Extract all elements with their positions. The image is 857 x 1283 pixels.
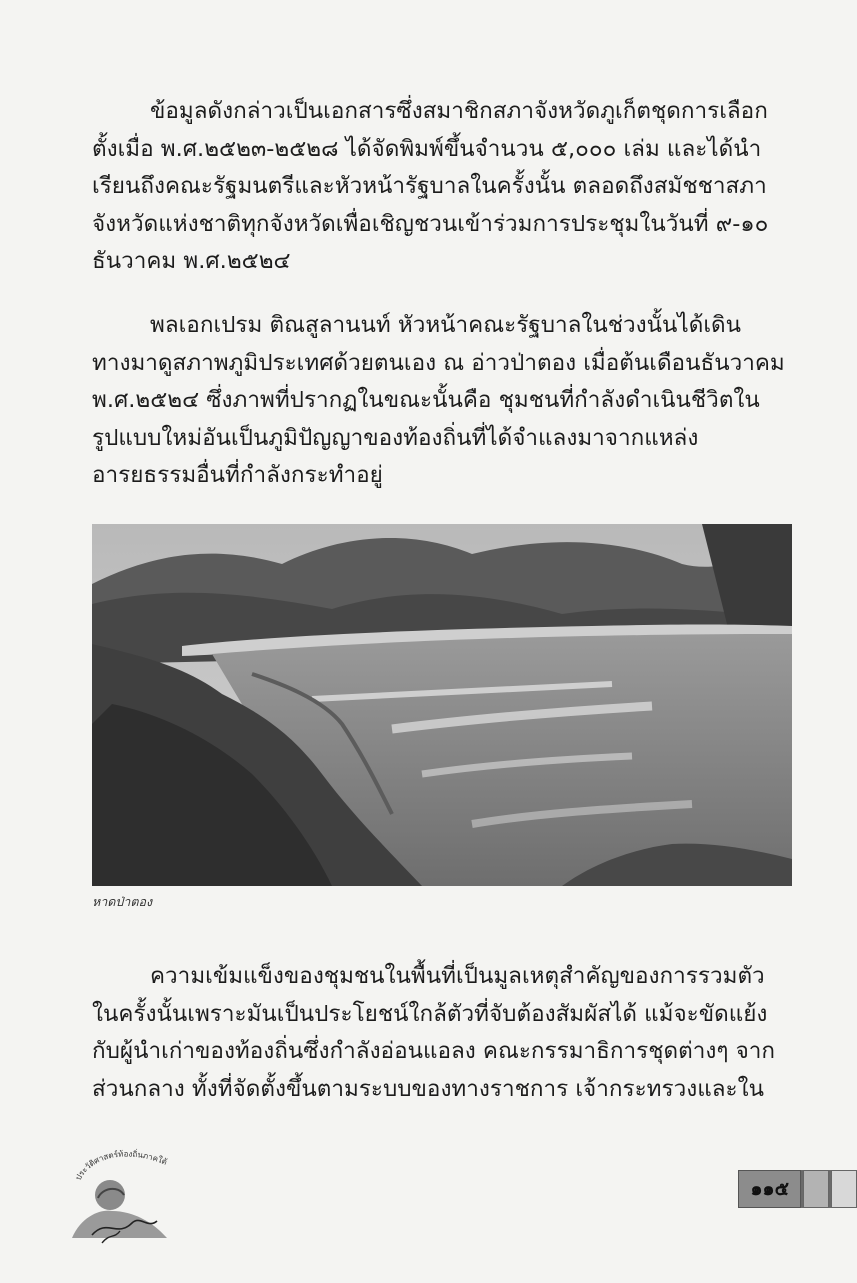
text-line: จังหวัดแห่งชาติทุกจังหวัดเพื่อเชิญชวนเข้าร่วมการประชุมในวันที่ ๙-๑๐ — [92, 210, 769, 237]
text-line: รูปแบบใหม่อันเป็นภูมิปัญญาของท้องถิ่นที่ได้จำแลงมาจากแหล่ง — [92, 424, 699, 451]
photo-caption: หาดป่าตอง — [92, 894, 153, 909]
text-line: ทางมาดูสภาพภูมิประเทศด้วยตนเอง ณ อ่าวป่าตอง เมื่อต้นเดือนธันวาคม — [92, 349, 785, 376]
text-line: ความเข้มแข็งของชุมชนในพื้นที่เป็นมูลเหตุสำคัญของการรวมตัว — [150, 963, 765, 989]
text-line: ตั้งเมื่อ พ.ศ.๒๕๒๓-๒๕๒๘ ได้จัดพิมพ์ขึ้นจำนวน ๕,๐๐๐ เล่ม และได้นำ — [92, 135, 762, 162]
text-line: ธันวาคม พ.ศ.๒๕๒๔ — [92, 248, 291, 275]
text-line: กับผู้นำเก่าของท้องถิ่นซึ่งกำลังอ่อนแอลง คณะกรรมาธิการชุดต่างๆ จาก — [92, 1038, 776, 1065]
page-number-tab — [738, 1170, 857, 1208]
text-line: ส่วนกลาง ทั้งที่จัดตั้งขึ้นตามระบบของทางราชการ เจ้ากระทรวงและใน — [92, 1075, 764, 1102]
series-logo — [62, 1143, 182, 1248]
text-line: อารยธรรมอื่นที่กำลังกระทำอยู่ — [92, 462, 383, 489]
patong-beach-photo — [92, 524, 792, 886]
paragraph-1 — [92, 93, 792, 281]
tab-block — [831, 1170, 857, 1208]
text-line: เรียนถึงคณะรัฐมนตรีและหัวหน้ารัฐบาลในครั้งนั้น ตลอดถึงสมัชชาสภา — [92, 173, 767, 200]
text-line: ในครั้งนั้นเพราะมันเป็นประโยชน์ใกล้ตัวที่จับต้องสัมผัสได้ แม้จะขัดแย้ง — [92, 1000, 768, 1027]
logo-arc-text: ประวัติศาสตร์ท้องถิ่นภาคใต้ — [73, 1149, 169, 1182]
paragraph-3 — [92, 958, 792, 1108]
text-line: พลเอกเปรม ติณสูลานนท์ หัวหน้าคณะรัฐบาลในช่วงนั้นได้เดิน — [150, 312, 742, 338]
text-line: พ.ศ.๒๕๒๔ ซึ่งภาพที่ปรากฏในขณะนั้นคือ ชุมชนที่กำลังดำเนินชีวิตใน — [92, 387, 760, 414]
text-line: ข้อมูลดังกล่าวเป็นเอกสารซึ่งสมาชิกสภาจังหวัดภูเก็ตชุดการเลือก — [150, 98, 768, 124]
page-number: ๑๑๕ — [738, 1170, 801, 1208]
tab-block — [803, 1170, 829, 1208]
svg-text:ประวัติศาสตร์ท้องถิ่นภาคใต้ — [74, 1148, 168, 1182]
paragraph-2 — [92, 307, 792, 495]
